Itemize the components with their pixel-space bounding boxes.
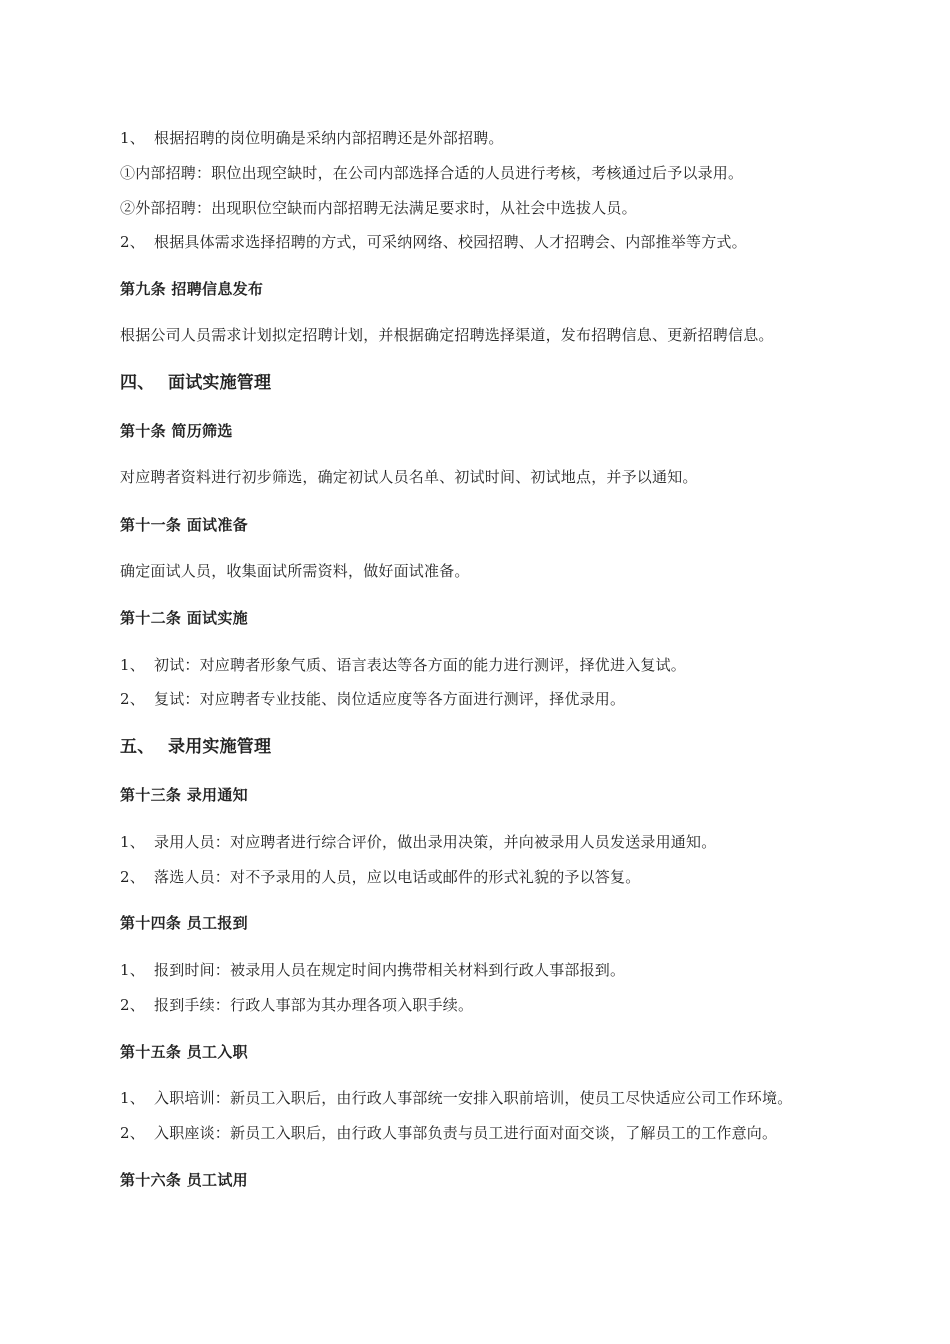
list-item	[120, 198, 870, 218]
list-text: 根据招聘的岗位明确是采纳内部招聘还是外部招聘。	[154, 129, 504, 147]
list-number: 1、	[120, 1089, 145, 1107]
list-item	[120, 163, 870, 183]
paragraph: 对应聘者资料进行初步筛选，确定初试人员名单、初试时间、初试地点，并予以通知。	[120, 468, 698, 486]
paragraph: 根据公司人员需求计划拟定招聘计划，并根据确定招聘选择渠道，发布招聘信息、更新招聘信息。	[120, 326, 774, 344]
section-heading	[120, 736, 870, 758]
list-item	[120, 232, 870, 252]
list-text: 初试：对应聘者形象气质、语言表达等各方面的能力进行测评，择优进入复试。	[154, 656, 687, 674]
article-heading: 第九条 招聘信息发布	[120, 280, 264, 298]
article-heading: 第十条 简历筛选	[120, 422, 233, 440]
section-number: 四、	[120, 373, 155, 393]
list-item	[120, 995, 870, 1015]
list-item	[120, 128, 870, 148]
list-number: 2、	[120, 996, 145, 1014]
list-number: 2、	[120, 868, 145, 886]
list-number: ①	[120, 164, 136, 182]
list-text: 报到时间：被录用人员在规定时间内携带相关材料到行政人事部报到。	[154, 961, 626, 979]
list-number: 1、	[120, 656, 145, 674]
list-number: 1、	[120, 961, 145, 979]
section-heading	[120, 372, 870, 394]
list-text: 入职培训：新员工入职后，由行政人事部统一安排入职前培训，使员工尽快适应公司工作环境。	[154, 1089, 793, 1107]
list-text: 内部招聘：职位出现空缺时，在公司内部选择合适的人员进行考核，考核通过后予以录用。	[135, 164, 744, 182]
list-text: 复试：对应聘者专业技能、岗位适应度等各方面进行测评，择优录用。	[154, 690, 626, 708]
list-item	[120, 1123, 870, 1143]
list-item	[120, 1088, 870, 1108]
list-text: 报到手续：行政人事部为其办理各项入职手续。	[154, 996, 474, 1014]
list-item	[120, 689, 870, 709]
list-item	[120, 832, 870, 852]
section-title: 面试实施管理	[168, 373, 272, 393]
list-item	[120, 867, 870, 887]
article-heading: 第十六条 员工试用	[120, 1171, 248, 1189]
list-number: 1、	[120, 129, 145, 147]
paragraph: 确定面试人员，收集面试所需资料，做好面试准备。	[120, 562, 470, 580]
list-number: 2、	[120, 690, 145, 708]
list-text: 外部招聘：出现职位空缺而内部招聘无法满足要求时，从社会中选拔人员。	[135, 199, 637, 217]
article-heading: 第十四条 员工报到	[120, 914, 248, 932]
list-number: 1、	[120, 833, 145, 851]
article-heading: 第十一条 面试准备	[120, 516, 248, 534]
list-number: 2、	[120, 1124, 145, 1142]
list-text: 根据具体需求选择招聘的方式，可采纳网络、校园招聘、人才招聘会、内部推举等方式。	[154, 233, 747, 251]
list-text: 落选人员：对不予录用的人员，应以电话或邮件的形式礼貌的予以答复。	[154, 868, 641, 886]
article-heading: 第十二条 面试实施	[120, 609, 248, 627]
list-number: ②	[120, 199, 136, 217]
list-number: 2、	[120, 233, 145, 251]
article-heading: 第十五条 员工入职	[120, 1043, 248, 1061]
section-number: 五、	[120, 737, 155, 757]
list-item	[120, 960, 870, 980]
list-text: 录用人员：对应聘者进行综合评价，做出录用决策，并向被录用人员发送录用通知。	[154, 833, 717, 851]
list-item	[120, 655, 870, 675]
section-title: 录用实施管理	[168, 737, 272, 757]
list-text: 入职座谈：新员工入职后，由行政人事部负责与员工进行面对面交谈，了解员工的工作意向。	[154, 1124, 778, 1142]
article-heading: 第十三条 录用通知	[120, 786, 248, 804]
